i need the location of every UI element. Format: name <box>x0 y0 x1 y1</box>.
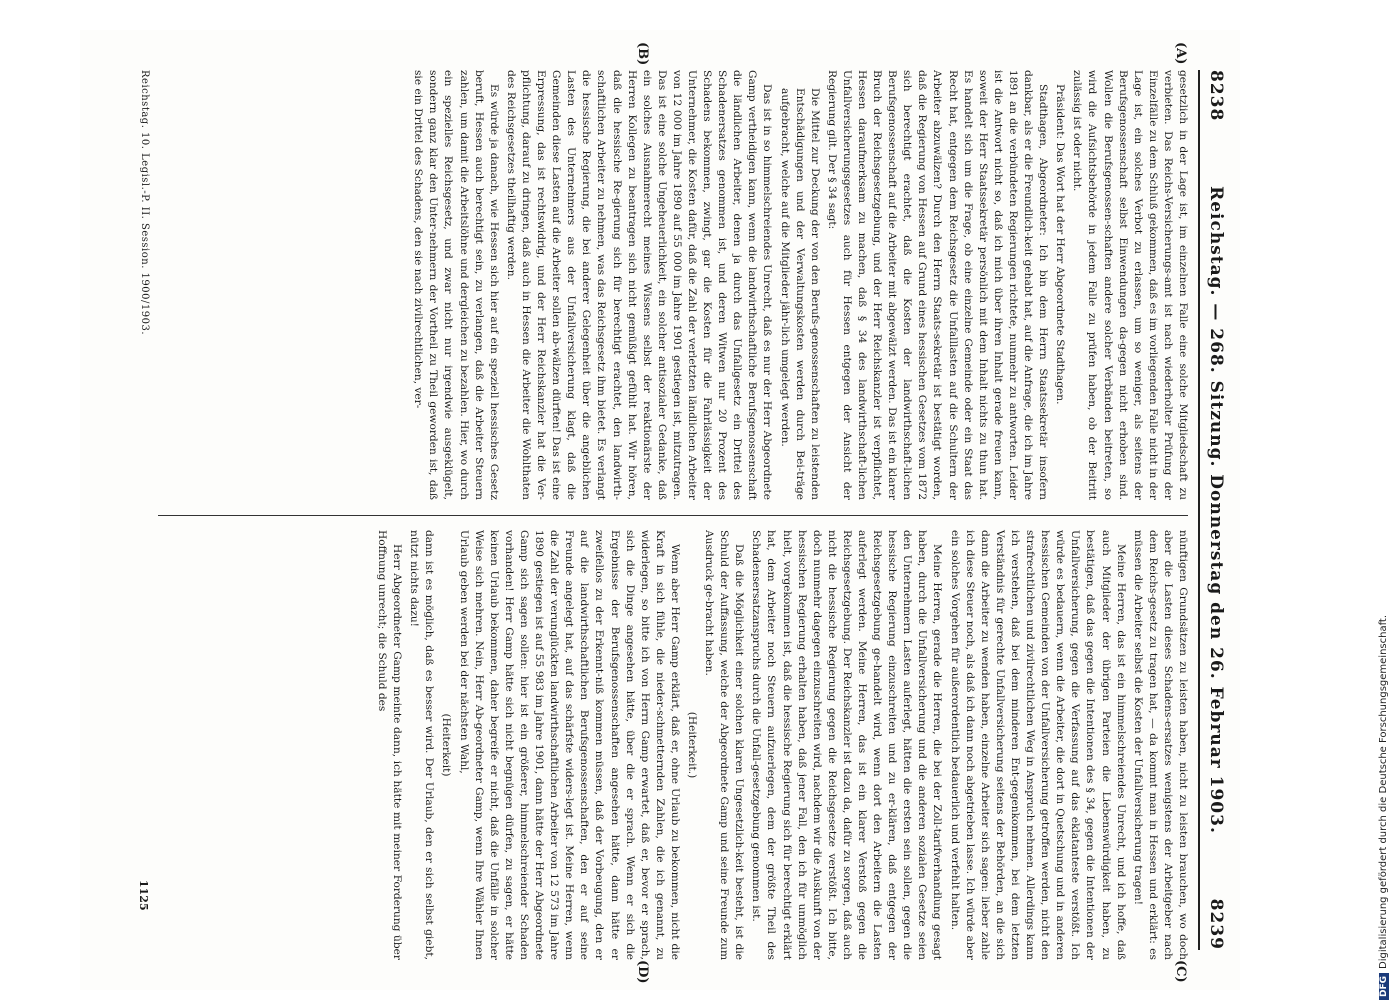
paragraph: dann ist es möglich, daß es besser wird. Der Urlaub, den er sich selbst giebt, nützt nichts dazu! <box>408 530 436 960</box>
page-number-right: 8239 <box>1206 898 1226 950</box>
paragraph: nünftigen Grundsätzen zu leisten haben, nicht zu leisten brauchen, wo doch aber die Lasten dieses Schadens-ersatzes wenigstens der Arbeitgeber nach dem Reichs-gesetz zu tragen hat, — da kommt man in Hessen und erklärt: es müssen die Arbeiter selbst die Kosten der Unfallversicherung tragen! <box>1131 530 1189 960</box>
quoted-paragraph: Die Mittel zur Deckung der von den Berufs-genossenschaften zu leistenden Entschädigungen und der Verwaltungskosten werden durch Bei-träge aufgebracht, welche auf die Mitglieder jähr-lich umgelegt werden. <box>778 88 821 500</box>
paragraph: Meine Herren, das ist ein himmelschreiendes Unrecht, und ich hoffe, daß auch Mitglieder der übrigen Parteien die Liebenswürdigkeit haben, zu bestätigen, daß das gegen die Intentionen des § 34, gegen die Intentionen der Unfallversicherung, gegen die Verfassung auf das eklatanteste verstößt. Ich würde es bedauern, wenn die Arbeiter, die dort in Quetschung und in anderen hessischen Gemeinden von der Unfallversicherung getroffen werden, nicht den strafrechtlichen und zivilrechtlichen Weg in Anspruch nehmen. Allerdings kann ich verstehen, daß bei dem minderen Ent-gegenkommen, bei dem letzten Verständnis für gerechte Unfallversicherung seitens der Behörden, an die sich dann die Arbeiter zu wenden haben, einzelne Arbeiter sich sagen: lieber zahle ich diese Steuer noch, als daß ich dann noch abgetrieben lasse. Ich würde aber ein solches Vorgehen für außerordentlich bedauerlich und verfehlt halten. <box>948 530 1127 960</box>
column-divider <box>158 515 1188 516</box>
margin-marker-b: (B) <box>635 42 650 66</box>
paragraph: Wenn aber Herr Gamp erklärt, daß er, ohne Urlaub zu bekommen, nicht die Kraft in sich fühle, die nieder-schmetternden Zahlen, die ich genannt, zu widerlegen, so bitte ich von Herrn Gamp erwartet, daß er, bevor er sprach, sich die Dinge angesehen hätte, über die er sprach. Wenn er sich die Ergebnisse der Berufsgenossenschaften angesehen hätte, dann hätte er zweifellos zu der Erkennt-niß kommen müssen, daß der Vorbeugung, den er auf die landwirthschaftlichen Berufsgenossenschaften, den er auf seine Freunde angelegt hat, auf das schärfste widers-legt ist. Meine Herren, wenn die Zahl der verunglückten landwirthschaftlichen Arbeiter von 12 573 im Jahre 1890 gestiegen ist auf 55 983 im Jahre 1901, dann hätte der Herr Abgeordnete Gamp sich sagen sollen: hier ist ein größerer, himmelschreiender Schaden vorhanden! Herr Gamp hätte sich nicht begnügen dürfen, zu sagen, er hätte keinen Urlaub bekommen, daher begreife er nicht, daß die Unfälle in solcher Weise sich mehren. Nein, Herr Ab-geordneter Gamp, wenn Ihre Wähler Ihnen Urlaub geben werden bei der nächsten Wahl, <box>457 530 681 960</box>
interjection: (Heiterkeit) <box>440 713 453 777</box>
interjection: (Heiterkeit.) <box>686 711 698 779</box>
document-page <box>80 30 1240 990</box>
dfg-logo: DFG <box>1379 973 1389 1000</box>
paragraph: Es würde ja danach, wie Hessen sich hier auf ein speziell hessisches Gesetz beruft, Hessen auch berechtigt sein, zu verlangen, daß die Arbeiter Steuern zahlen, um damit die Arbeitslöhne und dergleichen zu bezahlen. Hier, wo durch ein spezielles Reichsgesetz, und zwar nicht nur irgendwie ausgeklügelt, sondern ganz klar den Unter-nehmern der Vortheil zu Theil geworden ist, daß sie ein Drittel des Schadens, den sie nach zivilrechtlichen, ver- <box>412 70 500 500</box>
paragraph: Stadthagen, Abgeordneter: Ich bin dem Herrn Staatssekretär insofern dankbar, als er die Freundlich-keit gehabt hat, auf die Anfrage, die ich im Jahre 1891 an die verbündeten Regierungen richtete, nunmehr zu antworten. Leider ist die Antwort nicht so, daß ich mich über ihren Inhalt gerade freuen kann, soweit der Herr Staatssekretär persönlich mit dem Inhalt nichts zu thun hat. Es handelt sich um die Frage, ob eine einzelne Gemeinde oder ein Staat das Recht hat, entgegen dem Reichsgesetz die Unfalllasten auf die Schultern der Arbeiter abzuwälzen? Durch den Herrn Staats-sekretär ist bestätigt worden, daß die Regierung von Hessen auf Grund eines hessischen Gesetzes vom 1872 sich berechtigt erachtet, daß die Kosten der landwirthschaft-lichen Berufsgenossenschaft auf die Arbeiter mit abgewälzt werden. Das ist ein klarer Bruch der Reichsgesetzgebung, und der Herr Reichskanzler ist verpflichtet, Hessen daraufmerksam zu machen, daß § 34 des landwirthschaft-lichen Unfallversicherungsgesetzes auch für Hessen entgegen der Ansicht der Regierung gilt. Der § 34 sagt: <box>825 70 1050 500</box>
running-title: Reichstag. — 268. Sitzung. Donnerstag den 26. Februar 1903. <box>1206 186 1226 834</box>
margin-marker-d: (D) <box>635 960 650 984</box>
left-column <box>408 70 1190 500</box>
footer-signature-number: 1125 <box>137 880 150 911</box>
page-header <box>1198 70 1228 950</box>
right-column <box>372 530 1190 960</box>
paragraph: Meine Herren, gerade die Herren, die bei der Zoll-tarifverhandlung gesagt haben, durch die Unfallversicherung und die anderen sozialen Gesetze seien den Unternehmern Lasten auferlegt, hätten die ersten sein sollen, gegen die hessische Regierung einzuschreiten und zu er-klären, daß entgegen der Reichsgesetzgebung ge-handelt wird, wenn dort den Arbeitern die Lasten auferlegt werden. Meine Herren, das ist ein klarer Verstoß gegen die Reichsgesetzgebung. Der Reichskanzler ist dazu da, dafür zu sorgen, daß auch nicht die hessische Regierung gegen die Reichsgesetze verstößt. Ich bitte, doch nunmehr dagegen einzuschreiten wird, nachdem wir die Auskunft von der hessischen Regierung erhalten haben, daß jener Fall, den ich für unmöglich hielt, vorgekommen ist, daß die hessische Regierung sich für berechtigt erklärt hat, dem Arbeiter noch Steuern aufzuerlegen, dem der größte Theil des Schadensersatzanspruchs durch die Unfall-gesetzgebung genommen ist. <box>750 530 944 960</box>
paragraph: Das ist in so himmelschreiendes Unrecht, daß es nur der Herr Abgeordnete Gamp vertheidigen kann, wenn die landwirthschaftliche Berufsgenossenschaft die ländlichen Arbeiter, denen ja durch das Unfallgesetz ein Drittel des Schadenersatzes genommen ist, und deren Witwen nur 20 Prozent des Schadens bekommen, zwingt, gar die Kosten für die Fahrlässigkeit der Unternehmer, die Kosten dafür, daß die Zahl der verletzten ländlichen Arbeiter von 12 000 im Jahre 1890 auf 55 000 im Jahre 1901 gestiegen ist, mitzutragen. Das ist eine solche Ungeheuerlichkeit, ein solcher antisozialer Gedanke, daß ein solches Ausnahmerecht meines Wissens selbst der reaktionärste der Herren Kollegen zu beantragen sich nicht gemüßigt gefühlt hat. Wir hören, daß die hessische Re-gierung sich für berechtigt erachtet, den landwirth-schaftlichen Arbeiter zu nehmen, was das Reichsgesetz ihm bietet. Es verlangt die hessische Regierung, die bei anderer Gelegenheit über die angeblichen Lasten des Unternehmers aus der Unfallversicherung klagt, daß die Gemeinden diese Lasten auf die Arbeiter sollen ab-wälzen dürften! Das ist eine Erpressung, das ist rechtswidrig, und der Herr Reichskanzler hat die Ver-pflichtung, darauf zu dringen, daß auch in Hessen die Arbeiter die Wohlthaten des Reichsgesetzes theilhaftig werden. <box>504 70 774 500</box>
footer-publication: Reichstag. 10. Legisl.-P. II. Session. 1900/1903. <box>139 70 150 335</box>
paragraph: gesetzlich in der Lage ist, im einzelnen Falle eine solche Mitgliedschaft zu verbieten. Das Reichs-Versicherungs-amt ist nach wiederholter Prüfung der Einzelfälle zu dem Schluß gekommen, daß es im vorliegenden Falle nicht in der Lage ist, ein solches Verbot zu erlassen, um so weniger, als seitens der Berufsgenossenschaft selbst Einwendungen da-gegen nicht erhoben sind. Wollen die Berufsgenossen-schaften andere solcher Verbänden beitreten, so wird die Aufsichtsbehörde in jedem Falle zu prüfen haben, ob der Beitritt zulässig ist oder nicht. <box>1071 70 1189 500</box>
paragraph: Daß die Möglichkeit einer solchen klaren Ungesetzlich-keit besteht, ist die Schuld der Auffassung, welche der Abgeordnete Gamp und seine Freunde zum Ausdruck ge-bracht haben. <box>703 530 746 960</box>
margin-marker-a: (A) <box>1173 42 1188 65</box>
digitization-text: Digitalisierung gefördert durch die Deutsche Forschungsgemeinschaft. <box>1378 614 1389 969</box>
digitization-credit <box>1378 0 1389 1000</box>
page-number-left: 8238 <box>1206 70 1226 122</box>
paragraph: Präsident: Das Wort hat der Herr Abgeordnete Stadthagen. <box>1054 84 1067 405</box>
margin-marker-c: (C) <box>1173 960 1188 983</box>
paragraph: Herr Abgeordneter Gamp meinte dann, ich hätte mit meiner Forderung über Hoffnung unrecht; die Schuld des <box>376 530 404 960</box>
